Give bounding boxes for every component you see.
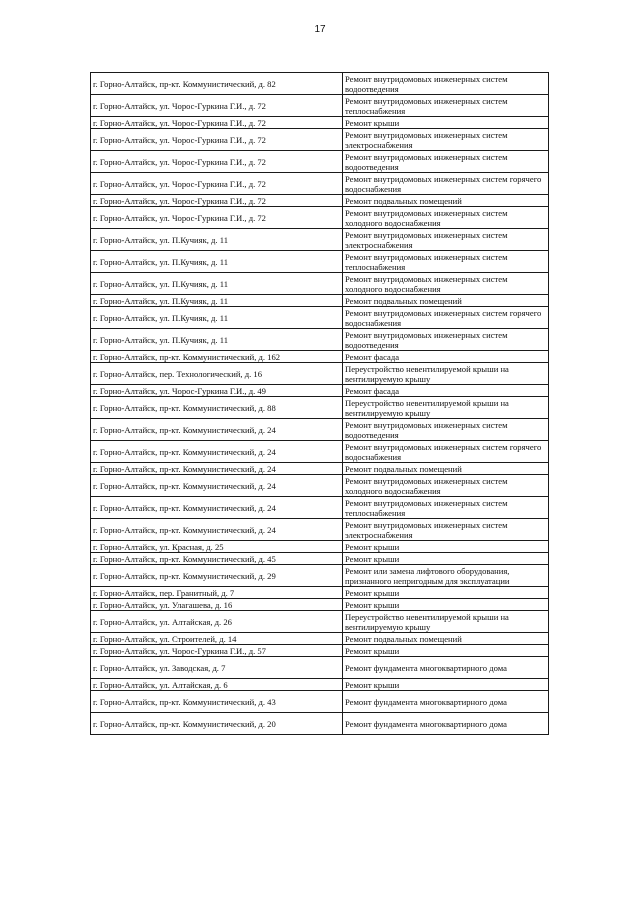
table-row (91, 129, 549, 151)
table-row (91, 229, 549, 251)
table-row (91, 633, 549, 645)
work-type-cell: Ремонт внутридомовых инженерных систем горячего водоснабжения (343, 441, 549, 463)
work-type-cell: Переустройство невентилируемой крыши на вентилируемую крышу (343, 363, 549, 385)
address-cell: г. Горно-Алтайск, ул. Чорос-Гуркина Г.И., д. 72 (91, 117, 343, 129)
work-type-cell: Ремонт фундамента многоквартирного дома (343, 657, 549, 679)
address-cell: г. Горно-Алтайск, пр-кт. Коммунистический, д. 24 (91, 519, 343, 541)
work-type-cell: Ремонт внутридомовых инженерных систем холодного водоснабжения (343, 207, 549, 229)
work-type-cell: Ремонт внутридомовых инженерных систем горячего водоснабжения (343, 173, 549, 195)
work-type-cell: Ремонт внутридомовых инженерных систем холодного водоснабжения (343, 273, 549, 295)
address-cell: г. Горно-Алтайск, ул. Чорос-Гуркина Г.И., д. 72 (91, 173, 343, 195)
work-type-cell: Ремонт внутридомовых инженерных систем водоотведения (343, 329, 549, 351)
address-cell: г. Горно-Алтайск, ул. Чорос-Гуркина Г.И., д. 72 (91, 151, 343, 173)
address-cell: г. Горно-Алтайск, пр-кт. Коммунистический, д. 24 (91, 441, 343, 463)
address-cell: г. Горно-Алтайск, ул. Алтайская, д. 6 (91, 679, 343, 691)
table-row (91, 691, 549, 713)
work-type-cell: Ремонт внутридомовых инженерных систем электроснабжения (343, 519, 549, 541)
work-type-cell: Ремонт крыши (343, 117, 549, 129)
table-row (91, 117, 549, 129)
address-cell: г. Горно-Алтайск, пр-кт. Коммунистический, д. 162 (91, 351, 343, 363)
address-cell: г. Горно-Алтайск, пр-кт. Коммунистический, д. 20 (91, 713, 343, 735)
table-row (91, 645, 549, 657)
work-type-cell: Ремонт внутридомовых инженерных систем водоотведения (343, 73, 549, 95)
work-type-cell: Ремонт внутридомовых инженерных систем теплоснабжения (343, 251, 549, 273)
page-number: 17 (314, 24, 326, 35)
works-table-body (91, 73, 549, 735)
table-row (91, 95, 549, 117)
table-row (91, 419, 549, 441)
work-type-cell: Ремонт крыши (343, 587, 549, 599)
table-row (91, 207, 549, 229)
table-row (91, 273, 549, 295)
address-cell: г. Горно-Алтайск, пр-кт. Коммунистический, д. 43 (91, 691, 343, 713)
address-cell: г. Горно-Алтайск, ул. П.Кучияк, д. 11 (91, 251, 343, 273)
work-type-cell: Ремонт внутридомовых инженерных систем электроснабжения (343, 229, 549, 251)
work-type-cell: Ремонт фасада (343, 385, 549, 397)
table-row (91, 251, 549, 273)
address-cell: г. Горно-Алтайск, ул. Улагашева, д. 16 (91, 599, 343, 611)
address-cell: г. Горно-Алтайск, пр-кт. Коммунистический, д. 82 (91, 73, 343, 95)
address-cell: г. Горно-Алтайск, пр-кт. Коммунистический, д. 24 (91, 475, 343, 497)
table-row (91, 463, 549, 475)
work-type-cell: Переустройство невентилируемой крыши на вентилируемую крышу (343, 397, 549, 419)
work-type-cell: Ремонт внутридомовых инженерных систем холодного водоснабжения (343, 475, 549, 497)
address-cell: г. Горно-Алтайск, ул. Чорос-Гуркина Г.И., д. 72 (91, 95, 343, 117)
address-cell: г. Горно-Алтайск, пр-кт. Коммунистический, д. 24 (91, 463, 343, 475)
table-row (91, 351, 549, 363)
table-row (91, 713, 549, 735)
address-cell: г. Горно-Алтайск, пр-кт. Коммунистический, д. 29 (91, 565, 343, 587)
address-cell: г. Горно-Алтайск, ул. Красная, д. 25 (91, 541, 343, 553)
table-row (91, 599, 549, 611)
table-row (91, 73, 549, 95)
table-row (91, 679, 549, 691)
work-type-cell: Ремонт крыши (343, 541, 549, 553)
address-cell: г. Горно-Алтайск, ул. Чорос-Гуркина Г.И., д. 49 (91, 385, 343, 397)
table-row (91, 519, 549, 541)
table-row (91, 475, 549, 497)
work-type-cell: Ремонт внутридомовых инженерных систем электроснабжения (343, 129, 549, 151)
work-type-cell: Ремонт крыши (343, 645, 549, 657)
table-row (91, 385, 549, 397)
work-type-cell: Ремонт подвальных помещений (343, 633, 549, 645)
address-cell: г. Горно-Алтайск, пр-кт. Коммунистический, д. 45 (91, 553, 343, 565)
table-row (91, 497, 549, 519)
address-cell: г. Горно-Алтайск, ул. П.Кучияк, д. 11 (91, 229, 343, 251)
work-type-cell: Ремонт фасада (343, 351, 549, 363)
work-type-cell: Ремонт внутридомовых инженерных систем горячего водоснабжения (343, 307, 549, 329)
work-type-cell: Ремонт внутридомовых инженерных систем теплоснабжения (343, 95, 549, 117)
work-type-cell: Ремонт внутридомовых инженерных систем теплоснабжения (343, 497, 549, 519)
table-row (91, 611, 549, 633)
work-type-cell: Ремонт подвальных помещений (343, 295, 549, 307)
table-row (91, 397, 549, 419)
table-row (91, 441, 549, 463)
work-type-cell: Ремонт фундамента многоквартирного дома (343, 713, 549, 735)
table-row (91, 565, 549, 587)
address-cell: г. Горно-Алтайск, пер. Технологический, д. 16 (91, 363, 343, 385)
table-row (91, 541, 549, 553)
work-type-cell: Ремонт подвальных помещений (343, 463, 549, 475)
work-type-cell: Ремонт подвальных помещений (343, 195, 549, 207)
work-type-cell: Ремонт фундамента многоквартирного дома (343, 691, 549, 713)
table-row (91, 553, 549, 565)
work-type-cell: Ремонт крыши (343, 679, 549, 691)
address-cell: г. Горно-Алтайск, ул. Строителей, д. 14 (91, 633, 343, 645)
table-row (91, 329, 549, 351)
table-row (91, 151, 549, 173)
work-type-cell: Ремонт крыши (343, 553, 549, 565)
address-cell: г. Горно-Алтайск, ул. Чорос-Гуркина Г.И., д. 57 (91, 645, 343, 657)
address-cell: г. Горно-Алтайск, ул. Чорос-Гуркина Г.И., д. 72 (91, 129, 343, 151)
work-type-cell: Ремонт внутридомовых инженерных систем водоотведения (343, 419, 549, 441)
address-cell: г. Горно-Алтайск, ул. Алтайская, д. 26 (91, 611, 343, 633)
works-table (90, 72, 549, 735)
address-cell: г. Горно-Алтайск, ул. Чорос-Гуркина Г.И., д. 72 (91, 207, 343, 229)
work-type-cell: Ремонт внутридомовых инженерных систем водоотведения (343, 151, 549, 173)
address-cell: г. Горно-Алтайск, пр-кт. Коммунистический, д. 24 (91, 419, 343, 441)
table-row (91, 657, 549, 679)
table-row (91, 307, 549, 329)
table-row (91, 363, 549, 385)
address-cell: г. Горно-Алтайск, ул. П.Кучияк, д. 11 (91, 295, 343, 307)
address-cell: г. Горно-Алтайск, ул. П.Кучияк, д. 11 (91, 307, 343, 329)
address-cell: г. Горно-Алтайск, ул. П.Кучияк, д. 11 (91, 273, 343, 295)
work-type-cell: Ремонт крыши (343, 599, 549, 611)
table-row (91, 173, 549, 195)
address-cell: г. Горно-Алтайск, ул. Чорос-Гуркина Г.И., д. 72 (91, 195, 343, 207)
table-row (91, 587, 549, 599)
table-row (91, 295, 549, 307)
address-cell: г. Горно-Алтайск, пер. Гранитный, д. 7 (91, 587, 343, 599)
work-type-cell: Ремонт или замена лифтового оборудования, признанного непригодным для эксплуатации (343, 565, 549, 587)
address-cell: г. Горно-Алтайск, пр-кт. Коммунистический, д. 24 (91, 497, 343, 519)
work-type-cell: Переустройство невентилируемой крыши на вентилируемую крышу (343, 611, 549, 633)
table-row (91, 195, 549, 207)
address-cell: г. Горно-Алтайск, ул. Заводская, д. 7 (91, 657, 343, 679)
address-cell: г. Горно-Алтайск, пр-кт. Коммунистический, д. 88 (91, 397, 343, 419)
address-cell: г. Горно-Алтайск, ул. П.Кучияк, д. 11 (91, 329, 343, 351)
